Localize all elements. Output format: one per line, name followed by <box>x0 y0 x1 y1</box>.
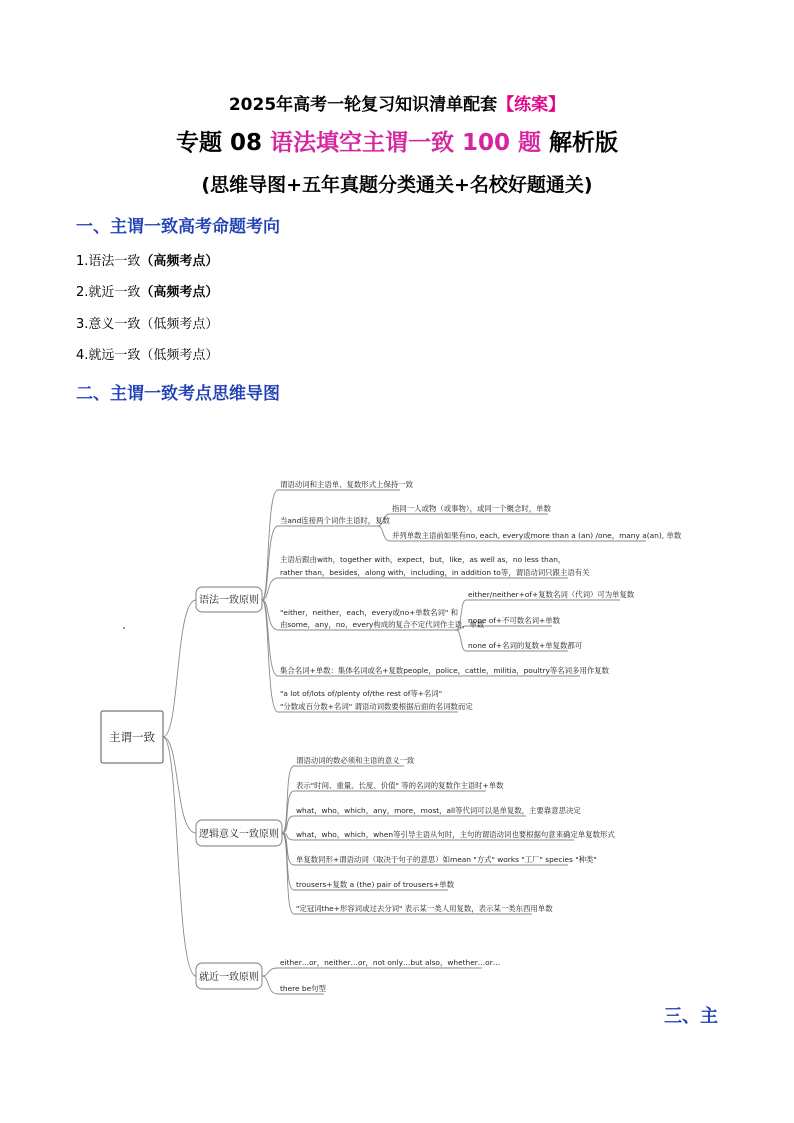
mm-leaf: rather than，besides，along with，including，in addition to等，谓语动词只跟主语有关 <box>280 568 590 577</box>
mm-leaf: 单复数同形+谓语动词（取决于句子的意思）如mean "方式" works "工厂" species "种类" <box>296 855 597 864</box>
doc-subtitle: (思维导图+五年真题分类通关+名校好题通关) <box>201 174 593 196</box>
list-item: 3.意义一致（低频考点） <box>76 317 219 332</box>
mm-leaf: 并列单数主语前如果有no, each, every或more than a (an) /one，many a(an), 单数 <box>392 531 682 540</box>
mm-leaf: what，who，which，when等引导主语从句时，主句的谓语动词也要根据句意来确定单复数形式 <box>296 830 615 839</box>
mm-leaf: 表示"时间、重量、长度、价值" 等的名词的复数作主语时+单数 <box>296 781 504 790</box>
mm-leaf: either…or，neither…or，not only…but also，whether…or… <box>280 958 501 967</box>
section2-heading: 二、主谓一致考点思维导图 <box>76 384 280 404</box>
root-label: 主谓一致 <box>109 730 155 744</box>
title-accent: 【练案】 <box>497 95 566 115</box>
svg-text:逻辑意义一致原则: 逻辑意义一致原则 <box>199 829 279 840</box>
topic-title: 语法填空主谓一致 100 题 <box>269 130 542 156</box>
mm-leaf: what，who，which，any，more，most，all等代词可以是单复数，主要靠意思决定 <box>296 806 581 815</box>
mm-leaf: 谓语动词的数必须和主语的意义一致 <box>296 756 415 765</box>
topic-number: 专题 08 <box>175 130 262 156</box>
mm-leaf: 当and连接两个词作主语时，复数 <box>280 516 390 525</box>
mm-leaf: "定冠词the+形容词或过去分词" 表示某一类人用复数，表示某一类东西用单数 <box>296 904 553 913</box>
stray-dot <box>123 627 125 629</box>
mm-leaf: none of+名词的复数+单复数都可 <box>468 641 583 650</box>
mm-leaf: "分数或百分数+名词" 谓语动词数要根据后面的名词数而定 <box>280 702 473 711</box>
mm-leaf: either/neither+of+复数名词（代词）可为单复数 <box>468 590 635 599</box>
svg-text:就近一致原则: 就近一致原则 <box>199 972 259 983</box>
mm-leaf: 主语后跟由with，together with，expect，but，like，as well as，no less than， <box>280 555 566 564</box>
svg-text:语法一致原则: 语法一致原则 <box>199 595 259 606</box>
mm-leaf: "either，neither，each，every或no+单数名词" 和 <box>280 608 458 617</box>
topic-suffix: 解析版 <box>549 130 619 156</box>
mm-leaf: 谓语动词和主语单、复数形式上保持一致 <box>280 480 414 489</box>
list-item: 1.语法一致（高频考点） <box>76 254 219 269</box>
mm-leaf: 集合名词+单数：集体名词或名+复数people，police，cattle，militia，poultry等名词多用作复数 <box>280 666 610 675</box>
title-main: 2025年高考一轮复习知识清单配套 <box>228 95 498 115</box>
list-item: 2.就近一致（高频考点） <box>76 285 219 300</box>
mm-leaf: there be句型 <box>280 984 326 993</box>
mm-leaf: "a lot of/lots of/plenty of/the rest of等+名词" <box>280 689 443 698</box>
mm-leaf: none of+不可数名词+单数 <box>468 616 561 625</box>
section1-heading: 一、主谓一致高考命题考向 <box>76 217 280 237</box>
mm-leaf: 由some，any，no，every构成的复合不定代词作主语，单数 <box>280 620 485 629</box>
mm-leaf: 指同一人或物（或事物），或同一个概念时，单数 <box>392 504 551 513</box>
mm-leaf: trousers+复数 a (the) pair of trousers+单数 <box>296 880 455 889</box>
list-item: 4.就远一致（低频考点） <box>76 348 219 363</box>
next-section-heading: 三、主 <box>664 1006 718 1027</box>
